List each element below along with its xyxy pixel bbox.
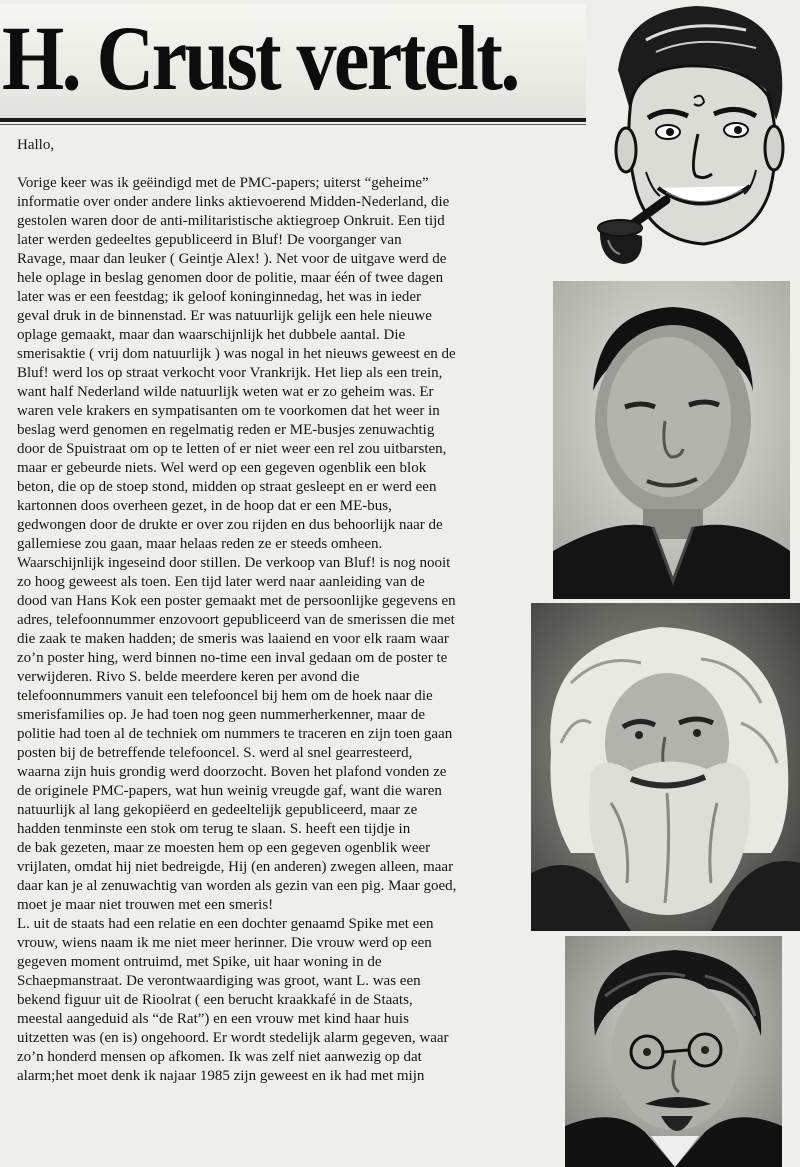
portrait-photo-3	[565, 936, 782, 1167]
article-line: de bak gezeten, maar ze moesten hem op een gegeven ogenblik weer	[17, 840, 431, 856]
article-line: smerisaktie ( vrij dom natuurlijk ) was nogal in het nieuws geweest en de	[17, 346, 456, 362]
article-body	[17, 136, 565, 1086]
masthead-title: H. Crust vertelt.	[2, 7, 518, 109]
article-line: verwijderen. Rivo S. belde meerdere keren per avond die	[17, 669, 360, 685]
article-line: telefoonnummers vanuit een telefooncel bij hem om de hoek naar die	[17, 688, 433, 704]
article-paragraph-2	[17, 915, 565, 1086]
portrait-photo-2	[531, 603, 800, 931]
article-line: politie had toen al de techniek om nummers te traceren en zijn toen gaan	[17, 726, 453, 742]
article-line: later werden gedeeltes gepubliceerd in Bluf! De voorganger van	[17, 232, 402, 248]
cartoon-man-with-pipe-illustration	[586, 0, 800, 276]
portrait-photo-1	[553, 281, 790, 599]
article-line: adres, telefoonnummer enzovoort gepubliceerd van de smerissen die met	[17, 612, 455, 628]
article-line: later was er een feestdag; ik geloof koninginnedag, het was in ieder	[17, 289, 422, 305]
article-line: door de Spuistraat om op te letten of er niet weer een rel zou uitbarsten,	[17, 441, 447, 457]
article-line: uitzetten was (en is) ongehoord. Er wordt stedelijk alarm gegeven, waar	[17, 1030, 449, 1046]
article-line: vrijlaten, omdat hij niet bedreigde, Hij (en anderen) zwegen alleen, maar	[17, 859, 454, 875]
article-line: maar er gebeurde niets. Wel werd op een gegeven ogenblik een blok	[17, 460, 427, 476]
masthead-rule	[0, 118, 612, 122]
article-line: die zaak te maken hadden; de smeris was laaiend en voor elk raam waar	[17, 631, 449, 647]
article-line: beton, die op de stoep stond, midden op straat gesleept en er werd een	[17, 479, 437, 495]
article-line: Schaepmanstraat. De verontwaardiging was groot, want L. was een	[17, 973, 421, 989]
article-greeting: Hallo,	[17, 137, 55, 153]
article-paragraph-1	[17, 174, 565, 915]
article-line: waarna zijn huis grondig werd doorzocht. Boven het plafond vonden ze	[17, 764, 447, 780]
article-line: Ravage, maar dan leuker ( Geintje Alex! ). Net voor de uitgave werd de	[17, 251, 447, 267]
article-line: gegeven moment ontruimd, met Spike, uit haar woning in de	[17, 954, 382, 970]
article-line: meestal aangeduid als “de Rat”) en een vrouw met kind haar huis	[17, 1011, 409, 1027]
article-line: hele oplage in beslag genomen door de politie, maar één of twee dagen	[17, 270, 444, 286]
article-line: zo’n poster hing, werd binnen no-time een inval gedaan om de poster te	[17, 650, 448, 666]
article-line: want half Nederland wilde natuurlijk weten wat er zo geheim was. Er	[17, 384, 434, 400]
article-line: beslag werd genomen en regelmatig reden er ME-busjes zenuwachtig	[17, 422, 435, 438]
article-line: dood van Hans Kok een poster gemaakt met de persoonlijke gegevens en	[17, 593, 456, 609]
article-line: informatie over onder andere links aktievoerend Midden-Nederland, die	[17, 194, 450, 210]
masthead	[0, 4, 612, 122]
article-line: gedwongen door de drukte er over zou rijden en dus behoorlijk naar de	[17, 517, 443, 533]
article-line: alarm;het moet denk ik najaar 1985 zijn geweest en ik had met mijn	[17, 1068, 425, 1084]
article-line: vrouw, wiens naam ik me niet meer herinner. Die vrouw werd op een	[17, 935, 432, 951]
article-line: natuurlijk al lang gekopiëerd en gedeeltelijk gepubliceerd, maar ze	[17, 802, 418, 818]
article-line: smerisfamilies op. Je had toen nog geen nummerherkenner, maar de	[17, 707, 426, 723]
article-line: moet je maar niet trouwen met een smeris!	[17, 897, 274, 913]
article-line: oplage gemaakt, maar dan waarschijnlijk het dubbele aantal. Die	[17, 327, 406, 343]
masthead-rule-thin	[0, 124, 612, 125]
article-line: gestolen waren door de anti-militaristische aktiegroep Onkruit. Een tijd	[17, 213, 445, 229]
article-line: daar kan je al zenuwachtig van worden als gezin van een pig. Maar goed,	[17, 878, 457, 894]
article-line: Waarschijnlijk ingeseind door stillen. De verkoop van Bluf! is nog nooit	[17, 555, 451, 571]
article-line: zo’n honderd mensen op afkomen. Ik was zelf niet aanwezig op dat	[17, 1049, 422, 1065]
article-line: bekend figuur uit de Rioolrat ( een berucht kraakkafé in de Staats,	[17, 992, 413, 1008]
article-line: kartonnen doos overheen gezet, in de hoop dat er een ME-bus,	[17, 498, 392, 514]
article-line: Bluf! werd los op straat verkocht voor Vrankrijk. Het liep als een trein,	[17, 365, 443, 381]
article-line: Vorige keer was ik geëindigd met de PMC-papers; uiterst “geheime”	[17, 175, 429, 191]
article-line: L. uit de staats had een relatie en een dochter genaamd Spike met een	[17, 916, 434, 932]
article-line: zo hoog geweest als toen. Een tijd later werd naar aanleiding van de	[17, 574, 425, 590]
article-line: posten bij de betreffende telefooncel. S. werd al snel gearresteerd,	[17, 745, 413, 761]
article-line: geval druk in de binnenstad. Er was natuurlijk gelijk een hele nieuwe	[17, 308, 432, 324]
article-line: gallemiese zou gaan, maar helaas reden ze er steeds omheen.	[17, 536, 383, 552]
article-line: de originele PMC-papers, wat hun weinig vreugde gaf, want die waren	[17, 783, 442, 799]
article-line: hadden tenminste een stok om terug te slaan. S. heeft een tijdje in	[17, 821, 411, 837]
article-line: waren vele krakers en sympatisanten om te voorkomen dat het weer in	[17, 403, 440, 419]
